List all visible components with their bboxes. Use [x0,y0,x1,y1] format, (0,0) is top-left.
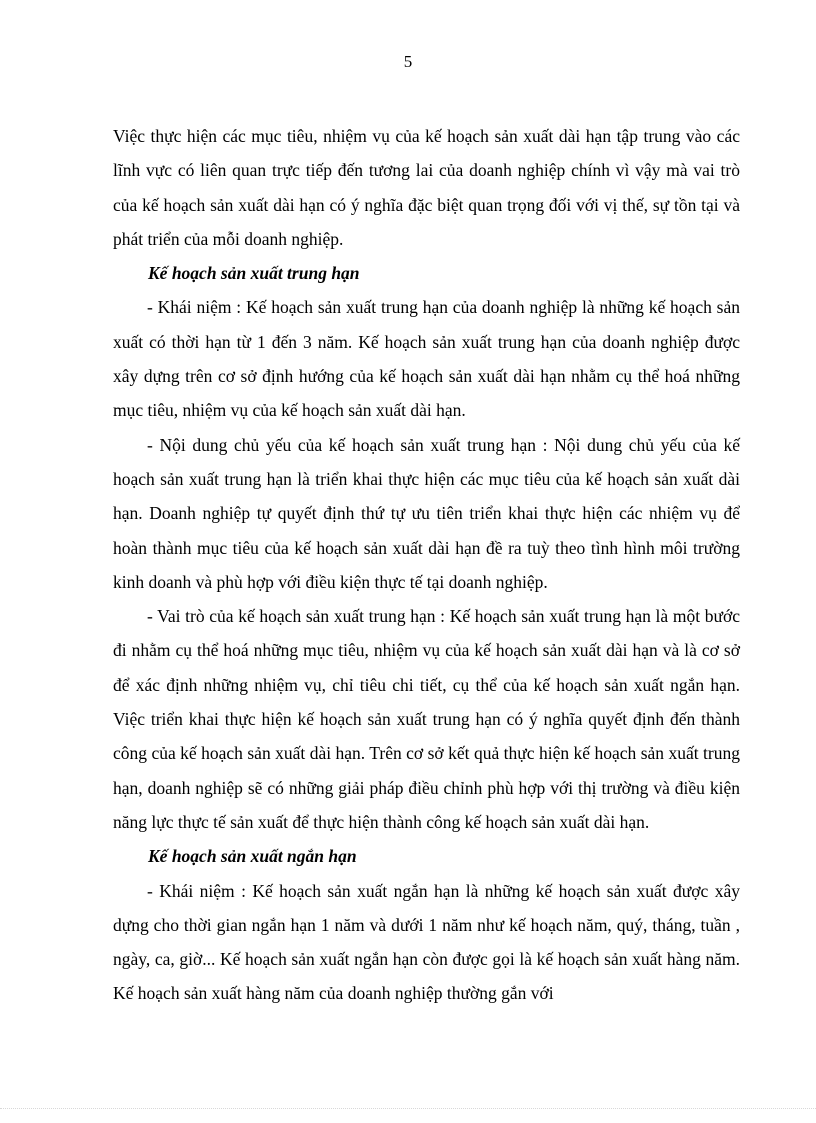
page-number: 5 [403,52,413,71]
paragraph-medium-term-concept: - Khái niệm : Kế hoạch sản xuất trung hạn của doanh nghiệp là những kế hoạch sản xuất có thời hạn từ 1 đến 3 năm. Kế hoạch sản xuất trung hạn của doanh nghiệp được xây dựng trên cơ sở định hướng của kế hoạch sản xuất dài hạn nhằm cụ thể hoá những mục tiêu, nhiệm vụ của kế hoạch sản xuất dài hạn. [113,297,740,421]
paragraph-long-term-plan-role: Việc thực hiện các mục tiêu, nhiệm vụ của kế hoạch sản xuất dài hạn tập trung vào các lĩnh vực có liên quan trực tiếp đến tương lai của doanh nghiệp chính vì vậy mà vai trò của kế hoạch sản xuất dài hạn có ý nghĩa đặc biệt quan trọng đối với vị thế, sự tồn tại và phát triển của mỗi doanh nghiệp. [113,126,740,249]
paragraph-short-term-concept: - Khái niệm : Kế hoạch sản xuất ngắn hạn là những kế hoạch sản xuất được xây dựng cho thời gian ngắn hạn 1 năm và dưới 1 năm như kế hoạch năm, quý, tháng, tuần , ngày, ca, giờ... Kế hoạch sản xuất ngắn hạn còn được gọi là kế hoạch sản xuất hàng năm. Kế hoạch sản xuất hàng năm của doanh nghiệp thường gắn với [113,880,740,1004]
heading-short-term-plan: Kế hoạch sản xuất ngắn hạn [148,846,357,867]
page-bottom-divider [0,1108,816,1109]
paragraph-medium-term-content: - Nội dung chủ yếu của kế hoạch sản xuất trung hạn : Nội dung chủ yếu của kế hoạch sản xuất trung hạn là triển khai thực hiện các mục tiêu của kế hoạch sản xuất dài hạn. Doanh nghiệp tự quyết định thứ tự ưu tiên triển khai thực hiện các nhiệm vụ để hoàn thành mục tiêu của kế hoạch sản xuất dài hạn đề ra tuỳ theo tình hình môi trường kinh doanh và phù hợp với điều kiện thực tế tại doanh nghiệp. [113,434,740,592]
paragraph-medium-term-role: - Vai trò của kế hoạch sản xuất trung hạn : Kế hoạch sản xuất trung hạn là một bước đi nhằm cụ thể hoá những mục tiêu, nhiệm vụ của kế hoạch sản xuất dài hạn và là cơ sở để xác định những nhiệm vụ, chỉ tiêu chi tiết, cụ thể của kế hoạch sản xuất ngắn hạn. Việc triển khai thực hiện kế hoạch sản xuất trung hạn có ý nghĩa quyết định đến thành công của kế hoạch sản xuất dài hạn. Trên cơ sở kết quả thực hiện kế hoạch sản xuất trung hạn, doanh nghiệp sẽ có những giải pháp điều chỉnh phù hợp với thị trường và điều kiện năng lực thực tế sản xuất để thực hiện thành công kế hoạch sản xuất dài hạn. [113,606,740,832]
document-body [113,119,740,1011]
heading-medium-term-plan: Kế hoạch sản xuất trung hạn [148,263,360,284]
